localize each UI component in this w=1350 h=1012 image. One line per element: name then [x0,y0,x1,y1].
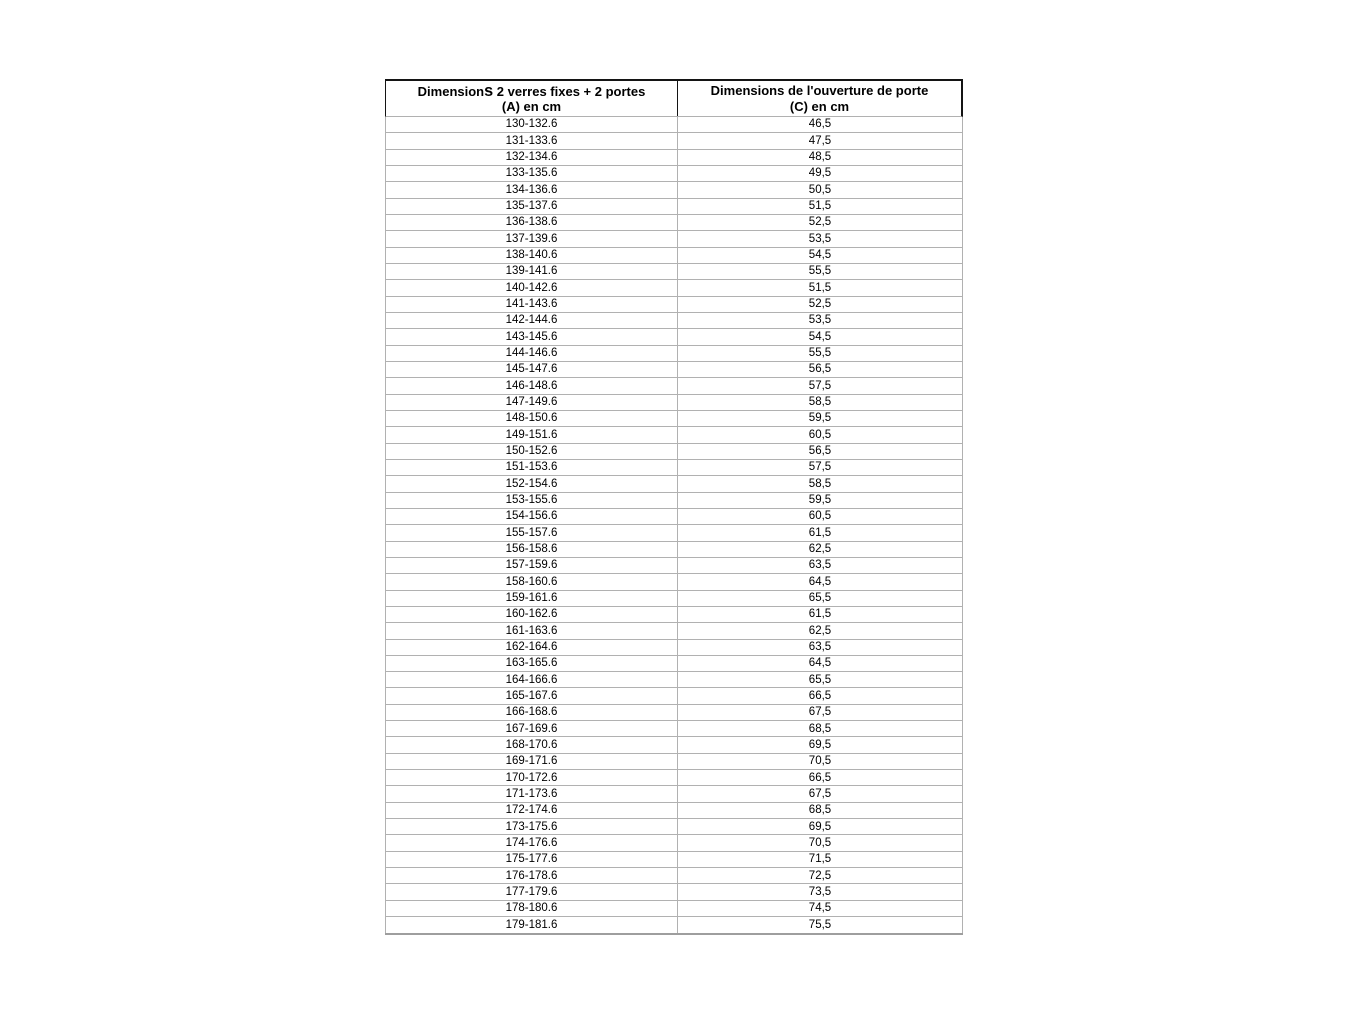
cell-dimension-a: 177-179.6 [385,884,678,899]
cell-opening-c: 71,5 [678,852,963,867]
cell-opening-c: 54,5 [678,248,963,263]
cell-dimension-a: 150-152.6 [385,444,678,459]
table-row [385,378,963,394]
cell-opening-c: 64,5 [678,656,963,671]
cell-opening-c: 62,5 [678,623,963,638]
cell-dimension-a: 152-154.6 [385,476,678,491]
cell-opening-c: 47,5 [678,133,963,148]
cell-opening-c: 66,5 [678,688,963,703]
cell-dimension-a: 169-171.6 [385,754,678,769]
cell-opening-c: 60,5 [678,427,963,442]
cell-dimension-a: 143-145.6 [385,329,678,344]
cell-dimension-a: 178-180.6 [385,901,678,916]
cell-opening-c: 73,5 [678,884,963,899]
cell-dimension-a: 138-140.6 [385,248,678,263]
table-row [385,737,963,753]
cell-dimension-a: 144-146.6 [385,346,678,361]
dimensions-table [385,79,963,935]
cell-dimension-a: 166-168.6 [385,705,678,720]
cell-opening-c: 66,5 [678,770,963,785]
table-row [385,574,963,590]
cell-opening-c: 69,5 [678,819,963,834]
cell-opening-c: 53,5 [678,313,963,328]
table-row [385,754,963,770]
cell-dimension-a: 163-165.6 [385,656,678,671]
cell-opening-c: 68,5 [678,803,963,818]
cell-dimension-a: 147-149.6 [385,395,678,410]
cell-opening-c: 50,5 [678,182,963,197]
cell-dimension-a: 171-173.6 [385,786,678,801]
cell-dimension-a: 170-172.6 [385,770,678,785]
cell-dimension-a: 164-166.6 [385,672,678,687]
cell-opening-c: 58,5 [678,395,963,410]
cell-opening-c: 58,5 [678,476,963,491]
cell-dimension-a: 176-178.6 [385,868,678,883]
cell-dimension-a: 134-136.6 [385,182,678,197]
cell-opening-c: 61,5 [678,607,963,622]
table-row [385,493,963,509]
table-row [385,607,963,623]
cell-opening-c: 53,5 [678,231,963,246]
cell-dimension-a: 162-164.6 [385,640,678,655]
cell-dimension-a: 136-138.6 [385,215,678,230]
header-col-c-line1: Dimensions de l'ouverture de porte [710,83,929,98]
cell-opening-c: 63,5 [678,558,963,573]
cell-dimension-a: 145-147.6 [385,362,678,377]
cell-dimension-a: 140-142.6 [385,280,678,295]
cell-dimension-a: 165-167.6 [385,688,678,703]
cell-dimension-a: 141-143.6 [385,297,678,312]
header-col-a-line1-rest: 2 verres fixes + 2 portes [493,83,646,99]
header-col-a-line1-prefix: Dimension [417,83,485,99]
cell-opening-c: 56,5 [678,444,963,459]
table-row [385,721,963,737]
table-row [385,264,963,280]
cell-opening-c: 59,5 [678,411,963,426]
cell-opening-c: 46,5 [678,117,963,132]
cell-dimension-a: 172-174.6 [385,803,678,818]
cell-opening-c: 69,5 [678,737,963,752]
cell-opening-c: 52,5 [678,215,963,230]
cell-opening-c: 55,5 [678,264,963,279]
table-row [385,427,963,443]
header-col-opening-c [678,81,961,116]
table-header-row [385,79,963,117]
table-row [385,803,963,819]
cell-opening-c: 48,5 [678,150,963,165]
table-row [385,395,963,411]
cell-opening-c: 67,5 [678,705,963,720]
table-row [385,819,963,835]
cell-dimension-a: 139-141.6 [385,264,678,279]
table-row [385,346,963,362]
header-col-c-line2: (C) en cm [789,98,850,114]
cell-opening-c: 74,5 [678,901,963,916]
cell-opening-c: 52,5 [678,297,963,312]
table-row [385,770,963,786]
cell-opening-c: 75,5 [678,917,963,933]
header-col-a-line1-s: s [484,81,494,100]
table-row [385,280,963,296]
table-row [385,460,963,476]
cell-dimension-a: 160-162.6 [385,607,678,622]
header-col-dimensions-a [386,81,678,116]
table-row [385,884,963,900]
table-row [385,313,963,329]
cell-dimension-a: 155-157.6 [385,525,678,540]
cell-dimension-a: 130-132.6 [385,117,678,132]
table-row [385,231,963,247]
cell-dimension-a: 174-176.6 [385,835,678,850]
table-row [385,215,963,231]
cell-opening-c: 59,5 [678,493,963,508]
table-body [385,117,963,935]
cell-dimension-a: 167-169.6 [385,721,678,736]
cell-opening-c: 62,5 [678,542,963,557]
cell-opening-c: 54,5 [678,329,963,344]
table-row [385,297,963,313]
table-row [385,199,963,215]
cell-dimension-a: 142-144.6 [385,313,678,328]
table-row [385,150,963,166]
cell-opening-c: 51,5 [678,199,963,214]
cell-opening-c: 57,5 [678,378,963,393]
table-row [385,411,963,427]
table-row [385,166,963,182]
cell-opening-c: 67,5 [678,786,963,801]
table-row [385,835,963,851]
header-col-a-line2: (A) en cm [501,99,562,114]
table-row [385,672,963,688]
cell-dimension-a: 179-181.6 [385,917,678,933]
table-row [385,248,963,264]
cell-opening-c: 55,5 [678,346,963,361]
cell-dimension-a: 153-155.6 [385,493,678,508]
table-row [385,558,963,574]
table-row [385,868,963,884]
cell-opening-c: 61,5 [678,525,963,540]
cell-dimension-a: 175-177.6 [385,852,678,867]
table-row [385,852,963,868]
table-row [385,705,963,721]
table-row [385,444,963,460]
cell-opening-c: 68,5 [678,721,963,736]
table-row [385,901,963,917]
cell-dimension-a: 148-150.6 [385,411,678,426]
cell-opening-c: 64,5 [678,574,963,589]
table-row [385,329,963,345]
table-row [385,688,963,704]
cell-dimension-a: 137-139.6 [385,231,678,246]
cell-opening-c: 70,5 [678,835,963,850]
table-row [385,117,963,133]
cell-opening-c: 51,5 [678,280,963,295]
cell-dimension-a: 149-151.6 [385,427,678,442]
table-row [385,476,963,492]
table-row [385,640,963,656]
table-row [385,542,963,558]
cell-dimension-a: 131-133.6 [385,133,678,148]
cell-opening-c: 63,5 [678,640,963,655]
cell-opening-c: 57,5 [678,460,963,475]
cell-opening-c: 65,5 [678,672,963,687]
cell-dimension-a: 161-163.6 [385,623,678,638]
cell-opening-c: 56,5 [678,362,963,377]
header-col-a-line1 [418,83,646,100]
table-row [385,591,963,607]
cell-dimension-a: 156-158.6 [385,542,678,557]
cell-opening-c: 72,5 [678,868,963,883]
cell-dimension-a: 168-170.6 [385,737,678,752]
cell-dimension-a: 159-161.6 [385,591,678,606]
cell-opening-c: 70,5 [678,754,963,769]
cell-dimension-a: 151-153.6 [385,460,678,475]
cell-opening-c: 49,5 [678,166,963,181]
table-row [385,525,963,541]
table-row [385,623,963,639]
table-row [385,133,963,149]
table-row [385,786,963,802]
cell-opening-c: 60,5 [678,509,963,524]
cell-dimension-a: 133-135.6 [385,166,678,181]
table-row [385,656,963,672]
table-row [385,917,963,933]
cell-dimension-a: 146-148.6 [385,378,678,393]
table-row [385,509,963,525]
cell-dimension-a: 157-159.6 [385,558,678,573]
cell-dimension-a: 158-160.6 [385,574,678,589]
cell-dimension-a: 173-175.6 [385,819,678,834]
cell-opening-c: 65,5 [678,591,963,606]
cell-dimension-a: 154-156.6 [385,509,678,524]
cell-dimension-a: 135-137.6 [385,199,678,214]
table-row [385,182,963,198]
cell-dimension-a: 132-134.6 [385,150,678,165]
table-row [385,362,963,378]
